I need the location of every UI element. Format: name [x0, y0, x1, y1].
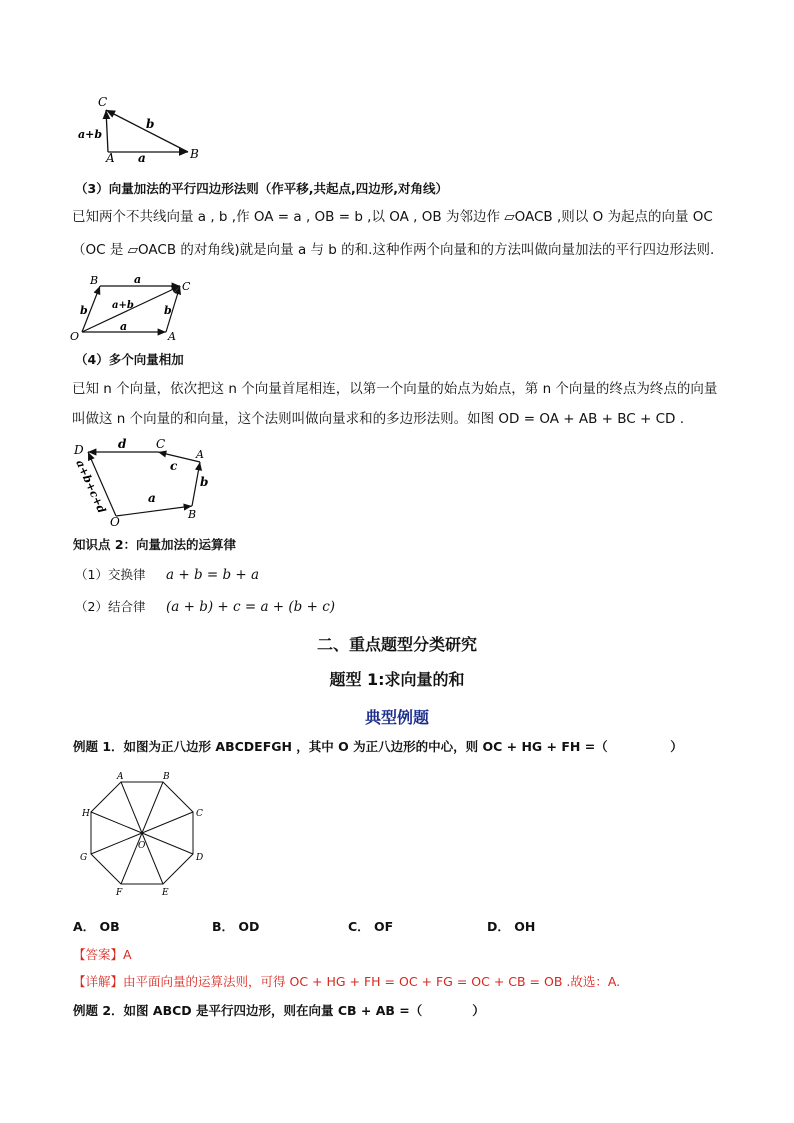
answer-line	[73, 947, 132, 963]
label-C: C	[196, 809, 203, 819]
option-d[interactable]: D． OH	[487, 919, 536, 934]
answer-tag: 【答案】	[73, 947, 124, 962]
label-D: D	[74, 443, 84, 457]
law1-label: （1）交换律	[75, 567, 146, 582]
label-C: C	[182, 280, 191, 293]
detail-tag: 【详解】	[73, 974, 124, 989]
ex1-question: 例题 1．如图为正八边形 ABCDEFGH ，其中 O 为正八边形的中心，则 OC + HG + FH =（ ）	[73, 739, 683, 754]
label-a-top: a	[134, 273, 142, 286]
label-a: a	[148, 491, 156, 505]
polygon-rule-figure	[70, 436, 220, 528]
label-O: O	[70, 330, 80, 342]
item4-line1: 已知 n 个向量，依次把这 n 个向量首尾相连，以第一个向量的始点为始点，第 n 个向量的终点为终点的向量	[72, 381, 718, 397]
label-D: D	[196, 853, 204, 863]
label-H: H	[82, 809, 90, 819]
section-title: 二、重点题型分类研究	[316, 635, 477, 654]
label-B: B	[163, 772, 170, 782]
label-c: c	[170, 459, 178, 473]
label-a-bottom: a	[120, 320, 128, 333]
label-A: A	[106, 151, 115, 164]
label-A: A	[117, 772, 124, 782]
item3-line2: （OC 是 ▱OACB 的对角线)就是向量 a 与 b 的和.这种作两个向量和的方法叫做向量加法的平行四边形法则.	[72, 242, 715, 258]
label-a: a	[138, 151, 146, 164]
law2-label: （2）结合律	[75, 599, 146, 614]
item3-line1: 已知两个不共线向量 a , b ,作 OA = a , OB = b ,以 OA , OB 为邻边作 ▱OACB ,则以 O 为起点的向量 OC	[72, 209, 713, 225]
option-c[interactable]: C． OF	[348, 919, 394, 934]
ex2-question: 例题 2．如图 ABCD 是平行四边形，则在向量 CB + AB =（ ）	[73, 1003, 485, 1018]
item3-heading: （3）向量加法的平行四边形法则（作平移,共起点,四边形,对角线）	[75, 181, 448, 196]
label-C: C	[98, 95, 108, 109]
triangle-vector-figure	[72, 92, 212, 164]
label-A: A	[168, 330, 176, 342]
label-d: d	[118, 437, 127, 451]
item4-heading: （4）多个向量相加	[75, 352, 184, 367]
type-title: 题型 1:求向量的和	[329, 670, 465, 689]
label-b-right: b	[164, 304, 172, 317]
law1-formula: a + b = b + a	[166, 567, 260, 583]
example-heading: 典型例题	[364, 708, 429, 727]
label-C: C	[156, 437, 166, 451]
label-O: O	[138, 841, 146, 851]
label-a-plus-b: a+b	[78, 128, 103, 141]
octagon-figure	[76, 770, 206, 900]
label-A: A	[196, 448, 204, 461]
detail-line	[73, 974, 620, 990]
option-a[interactable]: A． OB	[73, 919, 120, 934]
label-a-b-c-d: a+b+c+d	[73, 457, 109, 516]
label-a-plus-b: a+b	[112, 300, 134, 311]
label-B: B	[188, 508, 197, 521]
kp2-heading: 知识点 2：向量加法的运算律	[73, 537, 237, 552]
parallelogram-figure	[68, 270, 198, 342]
label-b: b	[146, 117, 155, 131]
label-O: O	[110, 515, 120, 528]
label-B: B	[190, 147, 199, 161]
label-G: G	[80, 853, 88, 863]
label-b-left: b	[80, 304, 88, 317]
detail-text: 由平面向量的运算法则，可得 OC + HG + FH = OC + FG = OC + CB = OB .故选：A.	[123, 974, 621, 989]
label-b: b	[200, 475, 209, 489]
law2-formula: (a + b) + c = a + (b + c)	[166, 599, 336, 615]
option-b[interactable]: B． OD	[212, 919, 260, 934]
label-F: F	[116, 888, 123, 898]
label-B: B	[90, 274, 99, 287]
answer-value: A	[123, 947, 132, 962]
label-E: E	[162, 888, 169, 898]
item4-line2: 叫做这 n 个向量的和向量，这个法则叫做向量求和的多边形法则。如图 OD = OA + AB + BC + CD .	[72, 411, 685, 427]
